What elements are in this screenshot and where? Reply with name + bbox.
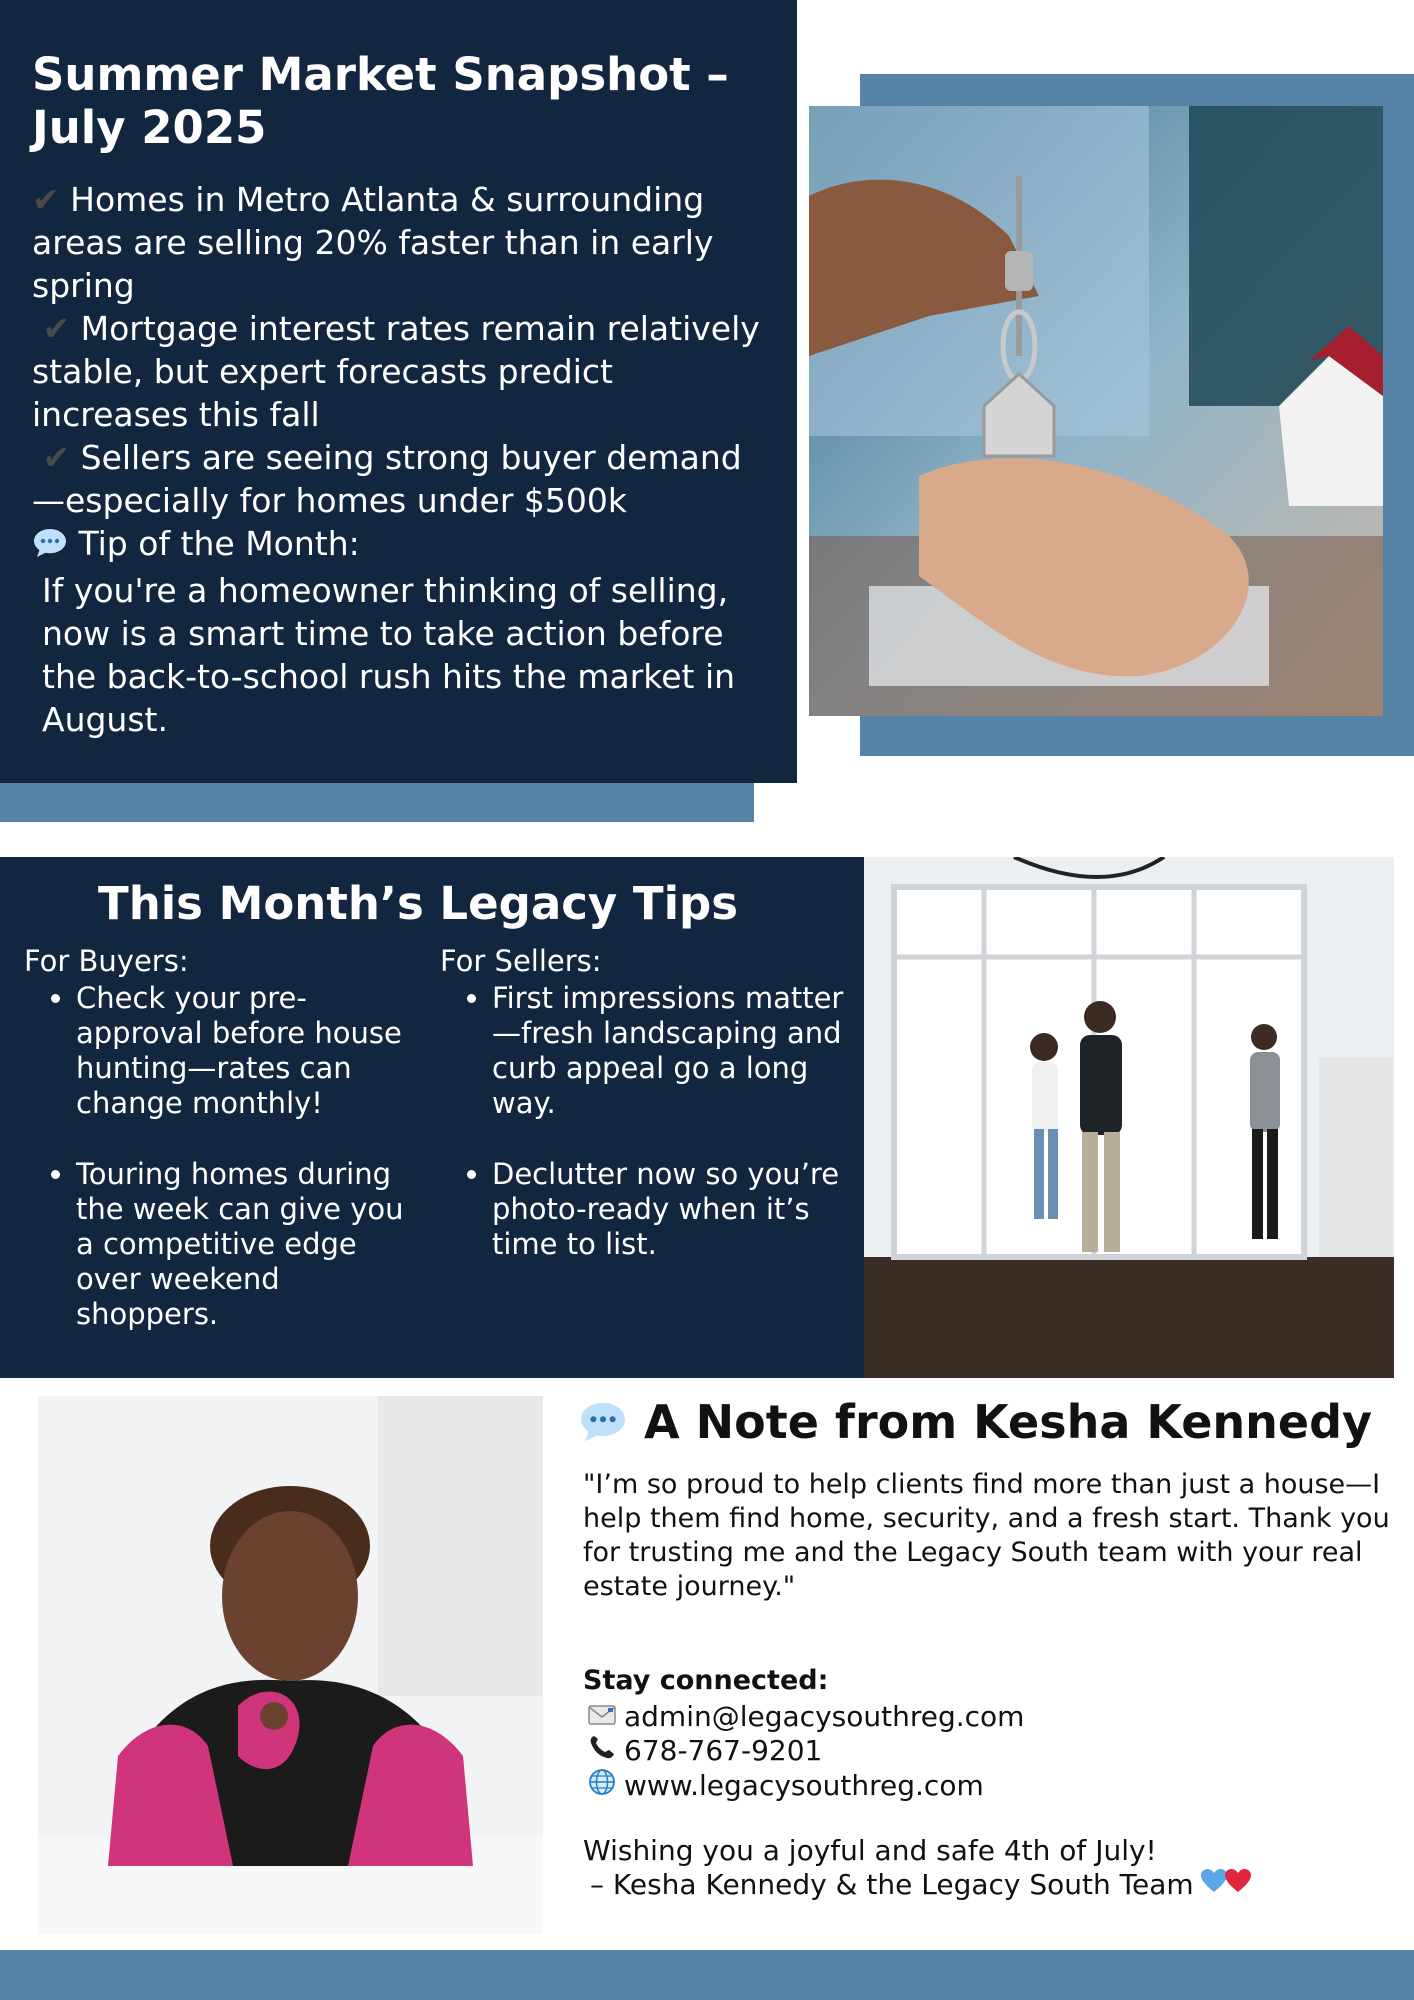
buyers-list	[24, 981, 424, 1332]
check-mark-icon: ✔	[32, 438, 71, 477]
holiday-wish: Wishing you a joyful and safe 4th of July!	[583, 1834, 1157, 1867]
phone-link[interactable]: 678-767-9201	[624, 1734, 823, 1767]
snapshot-body	[32, 178, 767, 741]
snapshot-title: Summer Market Snapshot – July 2025	[32, 48, 729, 154]
check-mark-icon: ✔	[32, 309, 71, 348]
check-mark-icon: ✔	[32, 180, 60, 219]
note-heading-row	[578, 1392, 1378, 1452]
tip-label-row	[32, 522, 767, 569]
agent-portrait-photo	[38, 1396, 543, 1934]
home-tour-photo	[864, 857, 1394, 1378]
contact-website[interactable]	[588, 1768, 984, 1804]
sellers-list	[440, 981, 850, 1262]
envelope-icon	[588, 1700, 616, 1734]
stay-connected-label: Stay connected:	[583, 1665, 829, 1696]
speech-bubble-icon	[32, 526, 68, 569]
sellers-tips	[440, 944, 850, 1298]
contact-email[interactable]	[588, 1700, 1024, 1734]
buyers-tips	[24, 944, 424, 1368]
signoff-row	[590, 1868, 1252, 1902]
snapshot-bullet: ✔ Mortgage interest rates remain relatively stable, but expert forecasts predict increases this fall	[32, 309, 760, 434]
phone-icon	[588, 1734, 616, 1768]
list-item: • Touring homes during the week can give you a competitive edge over weekend shoppers.	[76, 1157, 424, 1332]
list-item: • Declutter now so you’re photo-ready when it’s time to list.	[492, 1157, 850, 1262]
speech-bubble-icon	[578, 1398, 628, 1458]
list-item: • First impressions matter—fresh landscaping and curb appeal go a long way.	[492, 981, 850, 1121]
footer-bar	[0, 1950, 1414, 2000]
buyers-label: For Buyers:	[24, 944, 189, 978]
key-handoff-photo	[809, 106, 1383, 716]
website-link[interactable]: www.legacysouthreg.com	[624, 1769, 984, 1802]
email-link[interactable]: admin@legacysouthreg.com	[624, 1700, 1025, 1733]
tip-label: Tip of the Month:	[78, 524, 360, 563]
snapshot-bullet: ✔ Homes in Metro Atlanta & surrounding areas are selling 20% faster than in early spring	[32, 180, 714, 305]
note-heading: A Note from Kesha Kennedy	[644, 1395, 1373, 1449]
globe-icon	[588, 1768, 616, 1804]
tip-text: If you're a homeowner thinking of selling, now is a smart time to take action before the back-to-school rush hits the market in August.	[42, 571, 736, 739]
snapshot-bullet: ✔ Sellers are seeing strong buyer demand—especially for homes under $500k	[32, 438, 742, 520]
sellers-label: For Sellers:	[440, 944, 602, 978]
red-heart-icon	[1224, 1868, 1252, 1902]
note-quote: "I’m so proud to help clients find more than just a house—I help them find home, security, and a fresh start. Thank you for trusting me and the Legacy South team with your real estate journey."	[583, 1469, 1390, 1602]
legacy-tips-title: This Month’s Legacy Tips	[98, 877, 738, 930]
contact-phone[interactable]	[588, 1734, 822, 1768]
snapshot-panel	[0, 0, 797, 783]
list-item: • Check your pre-approval before house hunting—rates can change monthly!	[76, 981, 424, 1121]
signoff-text: – Kesha Kennedy & the Legacy South Team	[590, 1868, 1194, 1901]
